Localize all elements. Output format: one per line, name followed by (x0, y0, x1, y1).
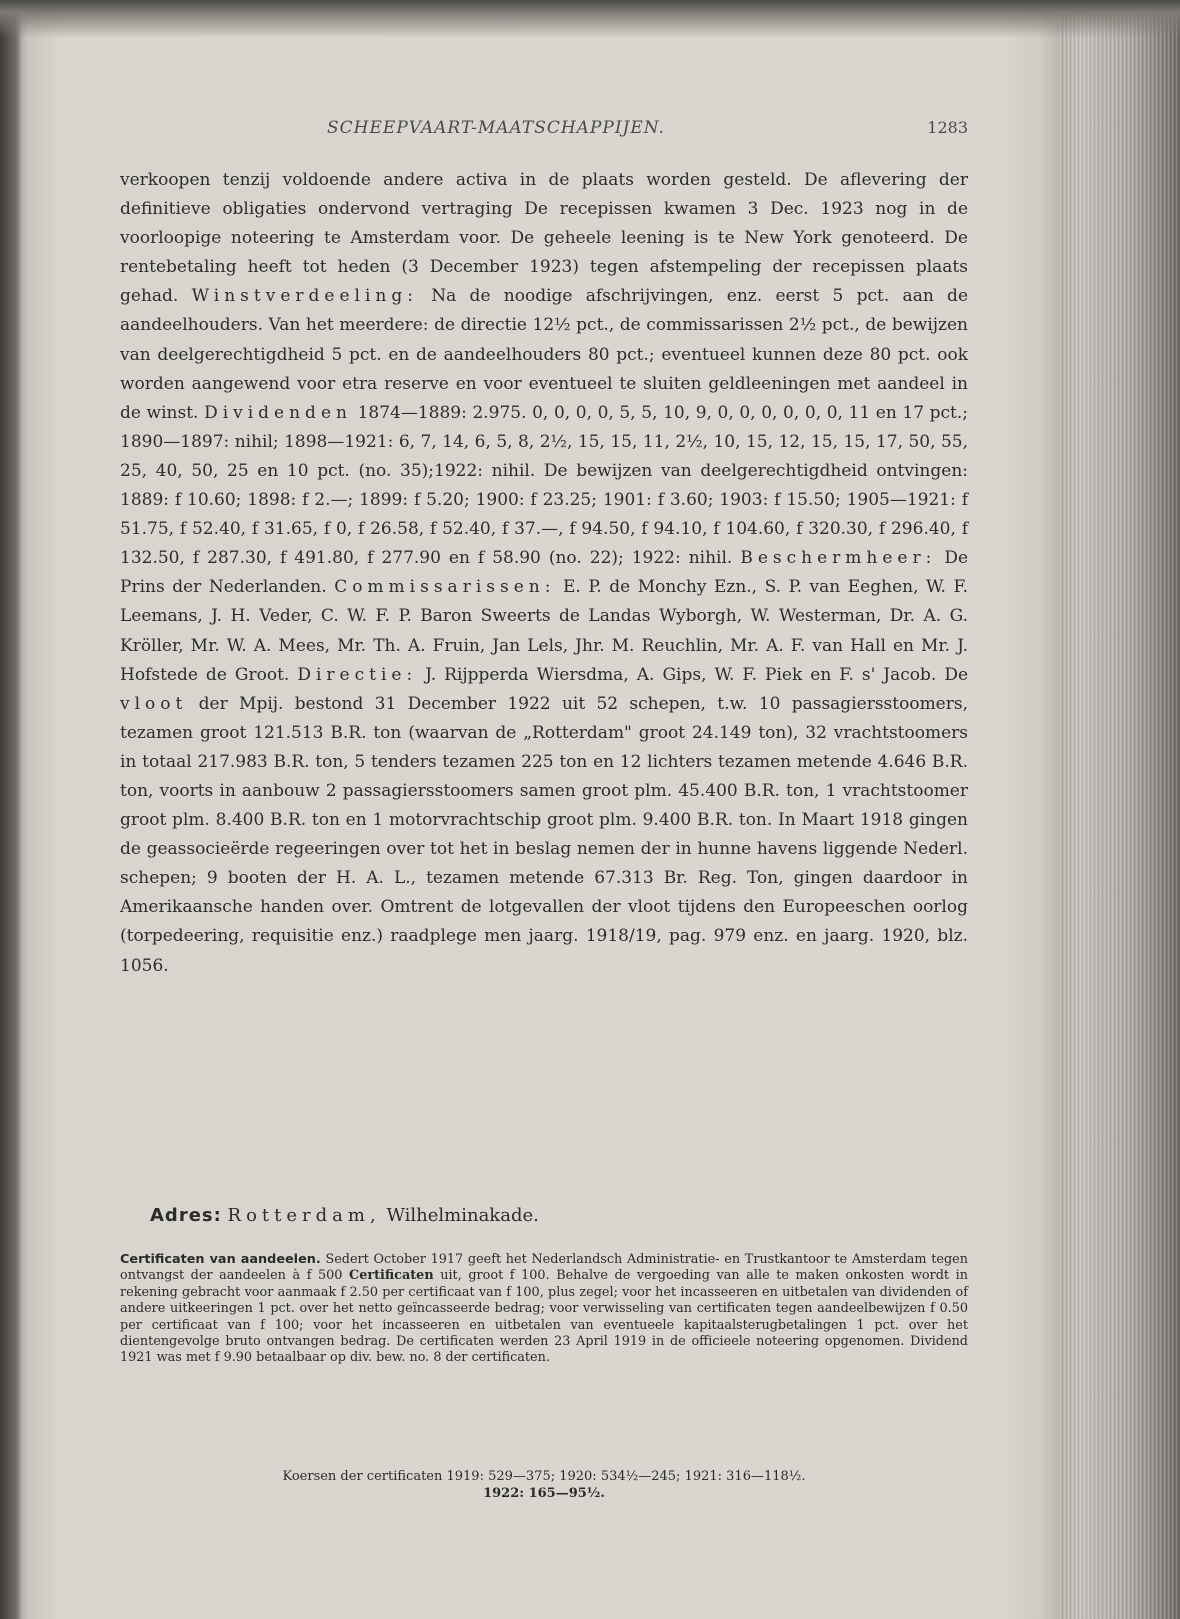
body-paragraph (120, 166, 968, 981)
dividenden-label: Dividenden (204, 402, 352, 423)
text-run: Na de noodige afschrijvingen, enz. eerst 5 pct. aan de aandeelhouders. Van het meerdere: de directie 12½ pct., de commissarissen 2½ pct., de bewijzen van deelgerechtigdheid 5 pct. en de aandeelhouders 80 pct.; eventueel kunnen deze 80 pct. ook worden aangewend voor etra reserve en voor eventueel te sluiten geldleeningen met aandeel in de winst. (120, 286, 969, 423)
directie-label: Directie: (297, 664, 418, 685)
text-run: Sedert October 1917 geeft het Nederlandsch Administratie- en Trustkantoor te Amsterdam tegen ontvangst der aandeelen à f 500 (120, 1252, 968, 1284)
address-line (150, 1205, 950, 1226)
page-edges (1060, 0, 1180, 1619)
address-label: Adres: (150, 1205, 222, 1226)
certificate-prices (120, 1468, 968, 1502)
address-city: Rotterdam, (227, 1205, 381, 1226)
commissarissen-label: Commissarissen: (334, 577, 556, 598)
running-head (120, 118, 968, 142)
beschermheer-label: Beschermheer: (740, 548, 937, 569)
text-run: De Prins der Nederlanden. (120, 548, 969, 598)
address-street: Wilhelminakade. (386, 1205, 539, 1226)
vloot-label: vloot (120, 693, 188, 714)
text-run: der Mpij. bestond 31 December 1922 uit 52 schepen, t.w. 10 passagiersstoomers, tezamen groot 121.513 B.R. ton (waarvan de „Rotterdam" groot 24.149 ton), 32 vrachtstoomers in totaal 217.983 B.R. ton, 5 tenders tezamen 225 ton en 12 lichters tezamen metende 4.646 B.R. ton, voorts in aanbouw 2 passagiersstoomers samen groot plm. 45.400 B.R. ton, 1 vrachtstoomer groot plm. 8.400 B.R. ton en 1 motorvrachtschip groot plm. 9.400 B.R. ton. In Maart 1918 gingen de geassocieërde regeeringen over tot het in beslag nemen der in hunne havens liggende Nederl. schepen; 9 booten der H. A. L., tezamen metende 67.313 Br. Reg. Ton, gingen daardoor in Amerikaansche handen over. Omtrent de lotgevallen der vloot tijdens den Europeeschen oorlog (torpedeering, requisitie enz.) raadplege men jaarg. 1918/19, pag. 979 enz. en jaarg. 1920, blz. 1056. (120, 693, 968, 976)
text-run: uit, groot f 100. Behalve de vergoeding van alle te maken onkosten wordt in rekening gebracht voor aanmaak f 2.50 per certificaat van f 100, plus zegel; voor het incasseeren en uitbetalen van dividenden of andere uitkeeringen 1 pct. over het netto geïncasseerde bedrag; voor verwisseling van certificaten tegen aandeelbewijzen f 0.50 per certificaat van f 100; voor het incasseeren en uitbetalen van eventueele kapitaalsterugbetalingen 1 pct. over het dientengevolge bruto ontvangen bedrag. De certificaten werden 23 April 1919 in de officieele noteering opgenomen. Dividend 1921 was met f 9.90 betaalbaar op div. bew. no. 8 der certificaten. (120, 1268, 968, 1366)
text-run: E. P. de Monchy Ezn., S. P. van Eeghen, W. F. Leemans, J. H. Veder, C. W. F. P. Baron Sweerts de Landas Wyborgh, W. Westerman, Dr. A. G. Kröller, Mr. W. A. Mees, Mr. Th. A. Fruin, Jan Lels, Jhr. M. Reuchlin, Mr. A. F. van Hall en Mr. J. Hofstede de Groot. (120, 577, 969, 685)
top-shadow (0, 0, 1180, 38)
page-number: 1283 (927, 118, 968, 137)
certificate-note (120, 1252, 968, 1367)
text-run: J. Rijpperda Wiersdma, A. Gips, W. F. Piek en F. s' Jacob. De (425, 664, 969, 685)
book-spine-shadow (0, 0, 22, 1619)
running-title: SCHEEPVAART-MAATSCHAPPIJEN. (327, 118, 665, 138)
certificate-term: Certificaten (349, 1268, 434, 1284)
prices-line: Koersen der certificaten 1919: 529—375; 1920: 534½—245; 1921: 316—118½. (282, 1469, 806, 1484)
prices-line: 1922: 165—95½. (483, 1486, 605, 1501)
certificate-heading: Certificaten van aandeelen. (120, 1252, 321, 1267)
body-text (120, 166, 968, 981)
text-run: verkoopen tenzij voldoende andere activa in de plaats worden gesteld. De aflevering der definitieve obligaties ondervond vertraging De recepissen kwamen 3 Dec. 1923 nog in de voorloopige noteering te Amsterdam voor. De geheele leening is te New York genoteerd. De rentebetaling heeft tot heden (3 December 1923) tegen afstempeling der recepissen plaats gehad. (120, 170, 968, 307)
text-run: 1874—1889: 2.975. 0, 0, 0, 0, 5, 5, 10, 9, 0, 0, 0, 0, 0, 0, 11 en 17 pct.; 1890—1897: nihil; 1898—1921: 6, 7, 14, 6, 5, 8, 2½, 15, 15, 11, 2½, 10, 15, 12, 15, 15, 17, 50, 55, 25, 40, 50, 25 en 10 pct. (no. 35);1922: nihil. De bewijzen van deelgerechtigdheid ontvingen: 1889: f 10.60; 1898: f 2.—; 1899: f 5.20; 1900: f 23.25; 1901: f 3.60; 1903: f 15.50; 1905—1921: f 51.75, f 52.40, f 31.65, f 0, f 26.58, f 52.40, f 37.—, f 94.50, f 94.10, f 104.60, f 320.30, f 296.40, f 132.50, f 287.30, f 491.80, f 277.90 en f 58.90 (no. 22); 1922: nihil. (120, 402, 968, 569)
winst-label: Winstverdeeling: (191, 286, 418, 307)
